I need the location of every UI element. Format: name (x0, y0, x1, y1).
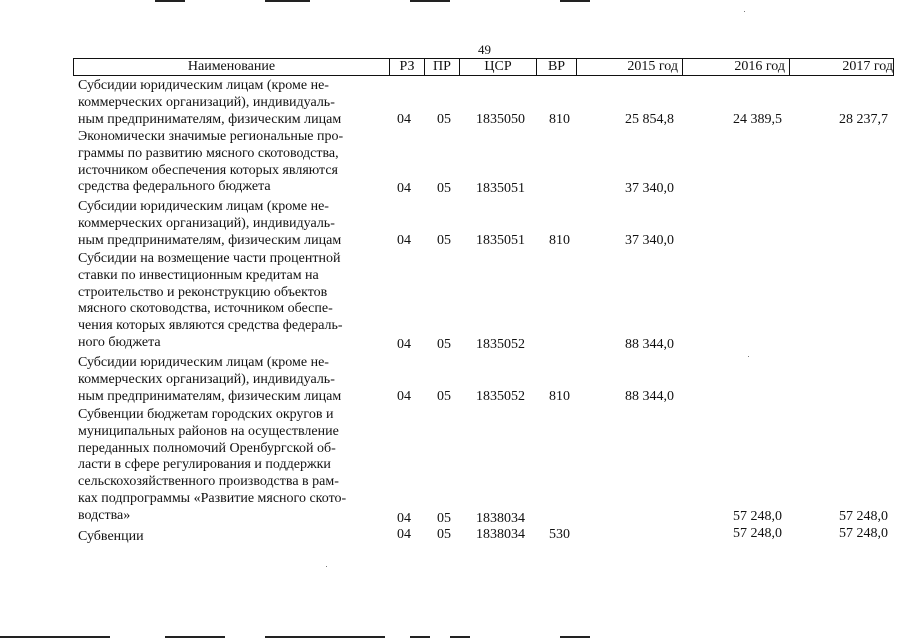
row-pr: 05 (437, 181, 451, 196)
row-name: Субсидии на возмещение части процентной ставки по инвестиционным кредитам на строительство и реконструкцию объектов мясного скотоводства, источником обеспе- чения которых являются средства федераль- ного бюджета (78, 251, 343, 350)
table-header (73, 58, 894, 76)
row-pr: 05 (437, 389, 451, 404)
row-2015: 37 340,0 (625, 181, 674, 196)
row-csr: 1835052 (476, 337, 525, 352)
row-pr: 05 (437, 527, 451, 542)
row-rz: 04 (397, 337, 411, 352)
scan-artifact-line (560, 636, 590, 638)
column-header-2015: 2015 год (577, 59, 683, 75)
row-csr: 1835052 (476, 389, 525, 404)
row-rz: 04 (397, 389, 411, 404)
row-name: Субсидии юридическим лицам (кроме не- коммерческих организаций), индивидуаль- ным предпринимателям, физическим лицам (78, 78, 342, 127)
row-2017: 57 248,0 (839, 526, 888, 541)
row-name: Субвенции бюджетам городских округов и муниципальных районов на осуществление переданных полномочий Оренбургской об- ласти в сфере регулирования и поддержки сельскохозяйственного производства в рам- ках подпрограммы «Развитие мясного ското- водства» (78, 407, 347, 523)
row-2017: 28 237,7 (839, 112, 888, 127)
column-header-2017: 2017 год (842, 59, 893, 74)
row-csr: 1838034 (476, 527, 525, 542)
column-header-name: Наименование (74, 59, 390, 75)
scan-artifact-line (450, 636, 470, 638)
page-number: 49 (478, 42, 491, 57)
scan-artifact-line (165, 636, 225, 638)
scan-artifact-line (155, 0, 185, 2)
row-csr: 1835051 (476, 181, 525, 196)
row-vr: 810 (549, 233, 570, 248)
row-csr: 1838034 (476, 511, 525, 526)
row-2016: 57 248,0 (733, 526, 782, 541)
row-name: Субсидии юридическим лицам (кроме не- коммерческих организаций), индивидуаль- ным предпринимателям, физическим лицам (78, 355, 342, 404)
scan-artifact-line (0, 636, 110, 638)
row-2015: 88 344,0 (625, 389, 674, 404)
scan-speck (744, 11, 745, 12)
scan-artifact-line (265, 0, 310, 2)
row-name: Субвенции (78, 529, 144, 544)
row-rz: 04 (397, 181, 411, 196)
row-csr: 1835050 (476, 112, 525, 127)
row-2015: 37 340,0 (625, 233, 674, 248)
row-csr: 1835051 (476, 233, 525, 248)
row-pr: 05 (437, 233, 451, 248)
row-vr: 530 (549, 527, 570, 542)
row-name: Субсидии юридическим лицам (кроме не- коммерческих организаций), индивидуаль- ным предпринимателям, физическим лицам (78, 199, 342, 248)
column-header-2016: 2016 год (683, 59, 790, 75)
column-header-rz: РЗ (390, 59, 425, 75)
row-pr: 05 (437, 337, 451, 352)
scan-artifact-line (265, 636, 385, 638)
row-2015: 25 854,8 (625, 112, 674, 127)
scan-artifact-line (560, 0, 590, 2)
row-rz: 04 (397, 233, 411, 248)
column-header-pr: ПР (425, 59, 460, 75)
scan-speck (326, 566, 327, 567)
row-rz: 04 (397, 112, 411, 127)
row-vr: 810 (549, 389, 570, 404)
row-pr: 05 (437, 112, 451, 127)
row-name: Экономически значимые региональные про- граммы по развитию мясного скотоводства, источником обеспечения которых являются средства федерального бюджета (78, 129, 344, 195)
row-rz: 04 (397, 527, 411, 542)
row-pr: 05 (437, 511, 451, 526)
scan-artifact-line (410, 0, 450, 2)
row-2015: 88 344,0 (625, 337, 674, 352)
row-vr: 810 (549, 112, 570, 127)
row-2016: 24 389,5 (733, 112, 782, 127)
column-header-csr: ЦСР (460, 59, 537, 75)
scan-artifact-line (410, 636, 430, 638)
row-2016: 57 248,0 (733, 509, 782, 524)
row-rz: 04 (397, 511, 411, 526)
column-header-vr: ВР (537, 59, 577, 75)
row-2017: 57 248,0 (839, 509, 888, 524)
scan-speck (748, 356, 749, 357)
